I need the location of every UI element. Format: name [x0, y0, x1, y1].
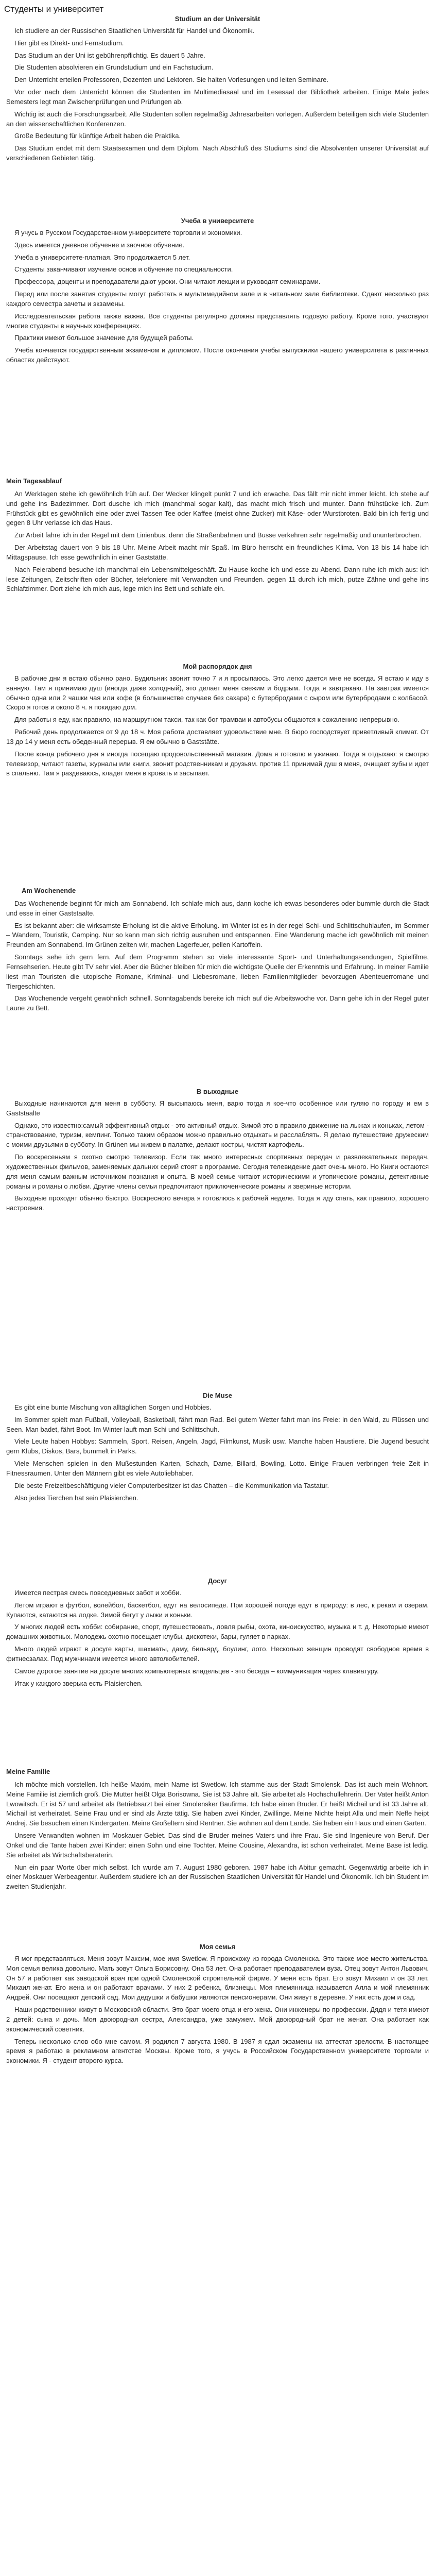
section-title: Mein Tagesablauf [6, 477, 62, 485]
paragraph: В рабочие дни я встаю обычно рано. Будильник звонит точно 7 и я просыпаюсь. Это легко дается мне не всегда. Я встаю и иду в ванную. Там я принимаю душ (иногда даже холодный), это делает меня свежим и бодрым. Тогда я завтракаю. На завтрак имеется обычно одна или 2 чашки чая или кофе (в большинстве случаев без сахара) с бутербродами с сыром или бутербродами с колбасой. Скоро я готов и около 8 ч. я покидаю дом. [6, 674, 429, 711]
paragraph: Выходные проходят обычно быстро. Воскресного вечера я готовлюсь к рабочей неделе. Тогда я иду спать, как правило, хорошего настроения. [6, 1194, 429, 1212]
section-title: Meine Familie [6, 1768, 50, 1775]
section-title: Учеба в университете [181, 217, 254, 225]
section-raspisanie [6, 662, 429, 781]
paragraph: Nun ein paar Worte über mich selbst. Ich wurde am 7. August 1980 geboren. 1987 habe ich Abitur gemacht. Gegenwärtig arbeite ich in einer Moskauer Werbeagentur. Außerdem studiere ich an der Russischen Staatlichen Universität für Handel und Ökonomik. Ich bin Student im zweiten Studienjahr. [6, 1863, 429, 1891]
paragraph: Практики имеют большое значение для будущей работы. [14, 334, 194, 342]
paragraph: Das Studium endet mit dem Staatsexamen und dem Diplom. Nach Abschluß des Studiums sind die Absolventen unserer Universität auf verschiedenen Gebieten tätig. [6, 144, 429, 162]
section-semya [6, 1942, 429, 2069]
paragraph: Das Wochenende vergeht gewöhnlich schnell. Sonntagabends bereite ich mich auf die Arbeitswoche vor. Dann gehe ich in der Regel guter Laune zu Bett. [6, 994, 429, 1012]
paragraph: Рабочий день продолжается от 9 до 18 ч. Моя работа доставляет удовольствие мне. В бюро господствует приветливый климат. От 13 до 14 у меня есть обеденный перерыв. Я ем обычно в Gaststätte. [6, 728, 429, 745]
paragraph: Много людей играют в досуге карты, шахматы, даму, бильярд, боулинг, лото. Несколько женщин проводят свободное время в фитнесзалах. Под мужчинами имеется много автолюбителей. [6, 1645, 429, 1663]
paragraph: Выходные начинаются для меня в субботу. Я высыпаюсь меня, варю тогда я кое-что особенное или гуляю по городу и ем в Gaststaalte [6, 1099, 429, 1117]
paragraph: Здесь имеется дневное обучение и заочное обучение. [14, 241, 185, 249]
paragraph: Den Unterricht erteilen Professoren, Dozenten und Lektoren. Sie halten Vorlesungen und leiten Seminare. [14, 76, 328, 84]
paragraph: Летом играют в футбол, волейбол, баскетбол, едут на велосипеде. При хорошей погоде едут в природу: в лес, к рекам и озерам. Купаются, катаются на лодке. Зимой бегут у лыжи и коньки. [6, 1601, 429, 1619]
paragraph: Я учусь в Русском Государственном университете торговли и экономики. [14, 228, 242, 236]
section-title: Die Muse [202, 1392, 233, 1399]
paragraph: Я мог представляться. Меня зовут Максим, мое имя Swetlow. Я происхожу из города Смоленска. Это также мое место жительства. Моя семья велика довольно. Мать зовут Ольга Борисовну. Она 53 лет. Она работает преподавателем вуза. Отец зовут Антон Львович. Он 57 и работает как заводской врач при одной Смоленской строительной фирме. У меня есть брат. Его зовут Михаил и он 33 лет. Михаил женат. Его жена и он работают врачами. У них 2 ребенка, близнецы. Моя племянница называется Алла и мой племянник Андрей. Они посещают детский сад. Мои дедушки и бабушки являются пенсионерами. Они живут в деревне. У них есть дом и сад. [6, 1954, 429, 2002]
section-title: Am Wochenende [22, 887, 76, 894]
paragraph: Студенты заканчивают изучение основ и обучение по специальности. [14, 265, 233, 274]
paragraph: Wichtig ist auch die Forschungsarbeit. Alle Studenten sollen regelmäßig Jahresarbeiten vorlegen. Außerdem beteiligen sich viele Studenten an den wissenschaftlichen Konferenzen. [6, 110, 429, 128]
section-muse [6, 1391, 429, 1505]
section-title: Studium an der Universität [175, 15, 260, 23]
paragraph: Der Arbeitstag dauert von 9 bis 18 Uhr. Meine Arbeit macht mir Spaß. Im Büro herrscht ein freundliches Klima. Von 13 bis 14 habe ich Mittagspause. Ich esse gewöhnlich in einer Gaststätte. [6, 544, 429, 561]
section-title: Досуг [207, 1577, 228, 1585]
paragraph: Also jedes Tierchen hat sein Plaisierchen. [14, 1494, 138, 1502]
section-studium-de [6, 14, 429, 166]
paragraph: После конца рабочего дня я иногда посещаю продовольственный магазин. Дома я готовлю и ужинаю. Тогда я отдыхаю: я смотрю телевизор, читают газеты, журналы или книги, звонит родственникам и друзьям. против 11 принимай душ я меня, очищает зубы и идет в спальню. Там я раздеваюсь, кладет меня в кровать и засыпает. [6, 750, 429, 777]
page-title: Студенты и университет [4, 4, 104, 14]
section-title: Мой распорядок дня [183, 663, 252, 670]
paragraph: Vor oder nach dem Unterricht können die Studenten im Multimediasaal und im Lesesaal der Bibliothek arbeiten. Einige Male jedes Semesters legt man Zwischenprüfungen und Prüfungen ab. [6, 88, 429, 106]
paragraph: Die beste Freizeitbeschäftigung vieler Computerbesitzer ist das Chatten – die Kommunikation via Tastatur. [14, 1481, 329, 1489]
section-title: В выходные [196, 1088, 239, 1095]
paragraph: Учеба кончается государственным экзаменом и дипломом. После окончания учебы выпускники нашего университета в различных областях действуют. [6, 346, 429, 364]
paragraph: Viele Menschen spielen in den Mußestunden Karten, Schach, Dame, Billard, Bowling, Lotto. Einige Frauen verbringen freie Zeit in Fitnessraumen. Unter den Männern gibt es viele Autoliebhaber. [6, 1460, 429, 1477]
paragraph: Im Sommer spielt man Fußball, Volleyball, Basketball, fährt man Rad. Bei gutem Wetter fahrt man ins Freie: in den Wald, zu Flüssen und Seen. Man badet, fährt Boot. Im Winter lauft man Schi und Schlittschuh. [6, 1415, 429, 1433]
paragraph: Однако, это известно:самый эффективный отдых - это активный отдых. Зимой это в правило движение на лыжах и коньках, летом - странствование, туризм, кемпинг. Только таким образом можно правильно отдыхать и расслаблять. Я делаю путешествие дружеским с моими друзьями в субботу. In Grünen мы живем в палатке, делают костры, чистят картофель. [6, 1121, 429, 1149]
section-dosug [6, 1577, 429, 1691]
paragraph: Die Studenten absolvieren ein Grundstudium und ein Fachstudium. [14, 63, 214, 72]
paragraph: Das Studium an der Uni ist gebührenpflichtig. Es dauert 5 Jahre. [14, 51, 205, 59]
section-studium-ru [6, 216, 429, 368]
paragraph: Профессора, доценты и преподаватели дают уроки. Они читают лекции и руководят семинарами. [14, 278, 321, 286]
paragraph: Nach Feierabend besuche ich manchmal ein Lebensmittelgeschäft. Zu Hause koche ich und esse zu Abend. Dann ruhe ich mich aus: ich lese Zeitungen, Zeitschriften oder Bücher, telefoniere mit Verwandten und Freunden. gegen 11 durch ich mich, putze Zähne und gehe ins Schlafzimmer. Dort ziehe ich mich aus, lege mich ins Bett und schlafe ein. [6, 565, 429, 593]
paragraph: Hier gibt es Direkt- und Fernstudium. [14, 39, 124, 47]
section-tagesablauf [6, 477, 429, 597]
paragraph: Исследовательская работа также важна. Все студенты регулярно должны представлять годовую работу. Кроме того, участвуют многие студенты в научных конференциях. [6, 312, 429, 330]
paragraph: Самое дорогое занятие на досуге многих компьютерных владельцев - это беседа – коммуникация через клавиатуру. [14, 1667, 379, 1675]
section-wochenende [6, 886, 429, 1016]
paragraph: Viele Leute haben Hobbys: Sammeln, Sport, Reisen, Angeln, Jagd, Filmkunst, Musik usw. Manche haben Haustiere. Die Jugend besucht gern Klubs, Diskos, Bars, bummelt in Parks. [6, 1437, 429, 1455]
paragraph: An Werktagen stehe ich gewöhnlich früh auf. Der Wecker klingelt punkt 7 und ich erwache. Das fällt mir nicht immer leicht. Ich stehe auf und gehe ins Badezimmer. Dort dusche ich mich (manchmal sogar kalt), das macht mich frisch und munter. Dann frühstücke ich. Zum Frühstück gibt es gewöhnlich eine oder zwei Tassen Tee oder Kaffee (meist ohne Zucker) mit Käse- oder Wurstbroten. Bald bin ich fertig und gegen 8 Uhr verlasse ich das Haus. [6, 489, 429, 527]
paragraph: По воскресеньям я охотно смотрю телевизор. Если так много интересных спортивных передач и развлекательных передач, художественных фильмов, заменяемых дальних серий стоят в программе. Сегодня телевидение дает очень много. Но Книги остаются для меня самым важным источником познания и опыта. В моей семье читают историческими и утопические романы, детективные романы и романы о любви. Другие члены семьи предпочитают приключенческие романы и звериные истории. [6, 1153, 429, 1190]
paragraph: Ich möchte mich vorstellen. Ich heiße Maxim, mein Name ist Swetlow. Ich stamme aus der Stadt Smolensk. Das ist auch mein Wohnort. Meine Familie ist ziemlich groß. Die Mutter heißt Olga Borisowna. Sie ist 53 Jahre alt. Sie arbeitet als Hochschullehrerin. Der Vater heißt Anton Lwowitsch. Er ist 57 und arbeitet als Betriebsarzt bei einer Smolensker Baufirma. Ich habe einen Bruder. Er heißt Michail und ist 33 Jahre alt. Michail ist verheiratet. Seine Frau und er sind als Ärzte tätig. Sie haben zwei Kinder, Zwillinge. Meine Nichte heipt Alla und mein Neffe heipt Andrej. Sie besuchen einen Kindergarten. Meine Großeltern sind Rentner. Sie wohnen auf dem Lande. Sie haben ein Haus und einen Garten. [6, 1780, 429, 1827]
paragraph: Имеется пестрая смесь повседневных забот и хобби. [14, 1588, 182, 1597]
paragraph: Для работы я еду, как правило, на маршрутном такси, так как бог трамваи и автобусы общаются к сожалению непрерывно. [14, 716, 399, 724]
paragraph: Es ist bekannt aber: die wirksamste Erholung ist die aktive Erholung. im Winter ist es in der regel Schi- und Schlittschuhlaufen, im Sommer – Wandern, Touristik, Camping. Nur so kann man sich richtig ausruhen und entspannen. Eine Wanderung mache ich gewöhnlich mit meinen Freunden am Sonnabend. Im Grünen zelten wir, machen Lagerfeuer, pellen Kartoffeln. [6, 921, 429, 949]
paragraph: Große Bedeutung für künftige Arbeit haben die Praktika. [14, 132, 181, 140]
paragraph: Учеба в университете-платная. Это продолжается 5 лет. [14, 253, 190, 261]
section-vyhodnye [6, 1087, 429, 1216]
paragraph: Unsere Verwandten wohnen im Moskauer Gebiet. Das sind die Bruder meines Vaters und ihre Frau. Sie sind Ingenieure von Beruf. Der Onkel und die Tante haben zwei Kinder: einen Sohn und eine Tochter. Meine Cousine, Alexandra, ist schon verheiratet. Meine Base ist ledig. Sie arbeitet als Wirtschaftsberaterin. [6, 1832, 429, 1859]
section-familie [6, 1767, 429, 1894]
paragraph: Наши родственники живут в Московской области. Это брат моего отца и его жена. Они инженеры по профессии. Дядя и тетя имеют 2 детей: сына и дочь. Моя двоюродная сестра, Александра, уже замужем. Мой двоюродный брат не женат. Она работает как экономический советник. [6, 2006, 429, 2033]
paragraph: У многих людей есть хобби: собирание, спорт, путешествовать, ловля рыбы, охота, киноискусство, музыка и т. д. Некоторые имеют домашних животных. Молодежь охотно посещает клубы, дискотеки, бары, гуляет в парках. [6, 1623, 429, 1641]
paragraph: Ich studiere an der Russischen Staatlichen Universität für Handel und Ökonomik. [14, 26, 255, 35]
section-title: Моя семья [199, 1943, 236, 1951]
paragraph: Теперь несколько слов обо мне самом. Я родился 7 августа 1980. В 1987 я сдал экзамены на аттестат зрелости. В настоящее время я работаю в рекламном агентстве Москвы. Кроме того, я учусь в Российском Государственном университете торговли и экономики. Я - студент второго курса. [6, 2037, 429, 2065]
paragraph: Sonntags sehe ich gern fern. Auf dem Programm stehen so viele interessante Sport- und Unterhaltungssendungen, Spielfilme, Fernsehserien. Heute gibt TV sehr viel. Aber die Bücher bleiben für mich die wichtigste Quelle der Erkenntnis und Erfahrung. In meiner Familie liest man Touristen die utopische Romane, Kriminal- und Liebesromane, lieben Familienmitglieder bevorzugen Abenteuerromane und Tiergeschichten. [6, 953, 429, 990]
paragraph: Das Wochenende beginnt für mich am Sonnabend. Ich schlafe mich aus, dann koche ich etwas besonderes oder bummle durch die Stadt und esse in einer Gaststaalte. [6, 899, 429, 917]
paragraph: Перед или после занятия студенты могут работать в мультимедийном зале и в читальном зале библиотеки. Сдают несколько раз каждого семестра зачеты и экзамены. [6, 290, 429, 308]
paragraph: Es gibt eine bunte Mischung von alltäglichen Sorgen und Hobbies. [14, 1403, 212, 1411]
paragraph: Zur Arbeit fahre ich in der Regel mit dem Linienbus, denn die Straßenbahnen und Busse verkehren sehr regelmäßig und ununterbrochen. [14, 531, 422, 539]
paragraph: Итак у каждого зверька есть Plaisierchen. [14, 1679, 143, 1687]
